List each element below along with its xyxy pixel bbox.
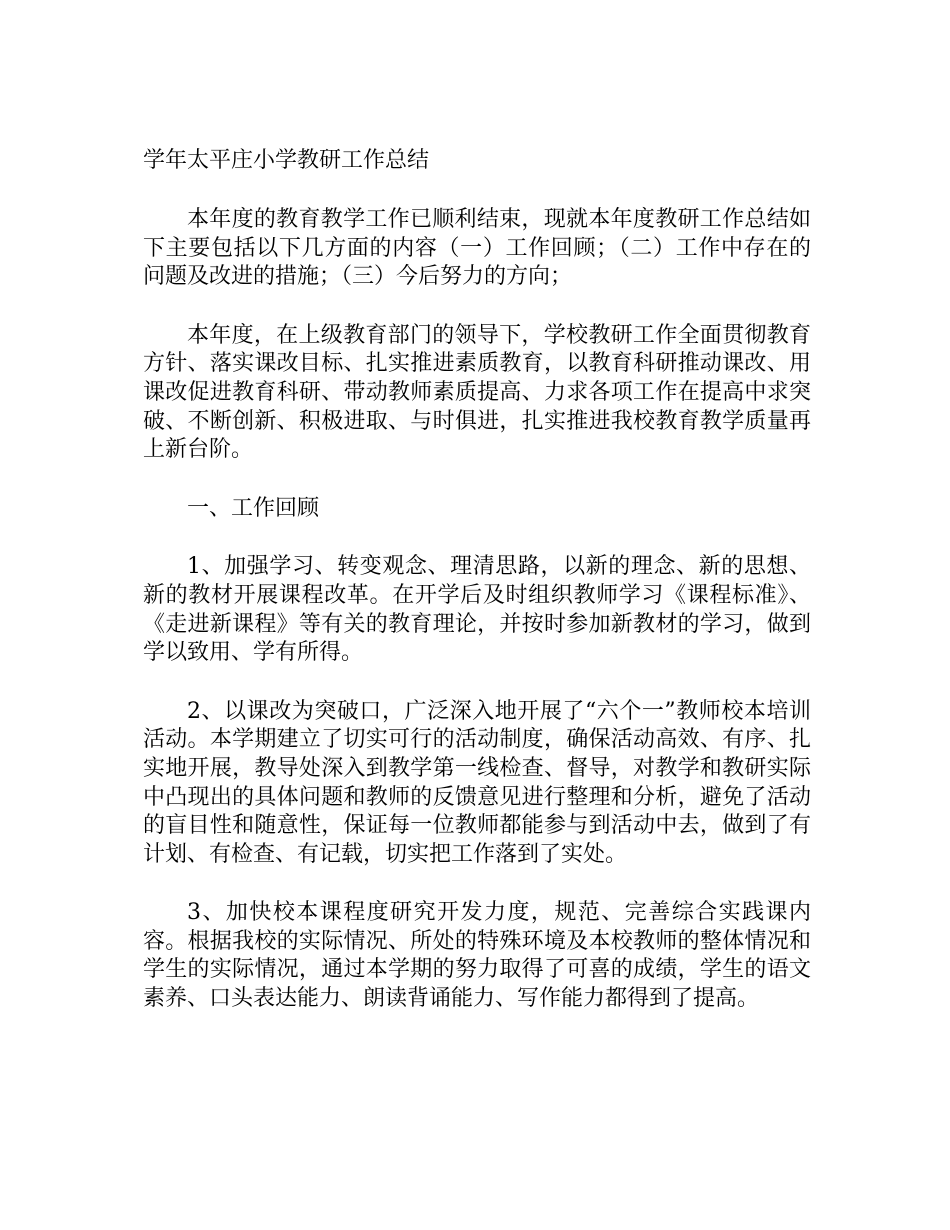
section-heading: 一、工作回顾: [187, 495, 320, 521]
list-item: 1、加强学习、转变观念、理清思路，以新的理念、新的思想、新的教材开展课程改革。在开学后及时组织教师学习《课程标准》、《走进新课程》等有关的教育理论，并按时参加新教材的学习，做到学以致用、学有所得。: [143, 554, 811, 666]
list-item: 2、以课改为突破口，广泛深入地开展了“六个一”教师校本培训活动。本学期建立了切实可行的活动制度，确保活动高效、有序、扎实地开展，教导处深入到教学第一线检查、督导，对教学和教研实际中凸现出的具体问题和教师的反馈意见进行整理和分析，避免了活动的盲目性和随意性，保证每一位教师都能参与到活动中去，做到了有计划、有检查、有记载，切实把工作落到了实处。: [143, 698, 811, 867]
document-page: [143, 146, 811, 1014]
document-title: 学年太平庄小学教研工作总结: [143, 148, 430, 173]
intro-paragraph: 本年度的教育教学工作已顺利结束，现就本年度教研工作总结如下主要包括以下几方面的内容（一）工作回顾；（二）工作中存在的问题及改进的措施；（三）今后努力的方向；: [143, 207, 811, 290]
list-item: 3、加快校本课程度研究开发力度，规范、完善综合实践课内容。根据我校的实际情况、所处的特殊环境及本校教师的整体情况和学生的实际情况，通过本学期的努力取得了可喜的成绩，学生的语文素养、口头表达能力、朗读背诵能力、写作能力都得到了提高。: [143, 900, 811, 1012]
overview-paragraph: 本年度，在上级教育部门的领导下，学校教研工作全面贯彻教育方针、落实课改目标、扎实推进素质教育，以教育科研推动课改、用课改促进教育科研、带动教师素质提高、力求各项工作在提高中求突破、不断创新、积极进取、与时俱进，扎实推进我校教育教学质量再上新台阶。: [143, 322, 811, 463]
